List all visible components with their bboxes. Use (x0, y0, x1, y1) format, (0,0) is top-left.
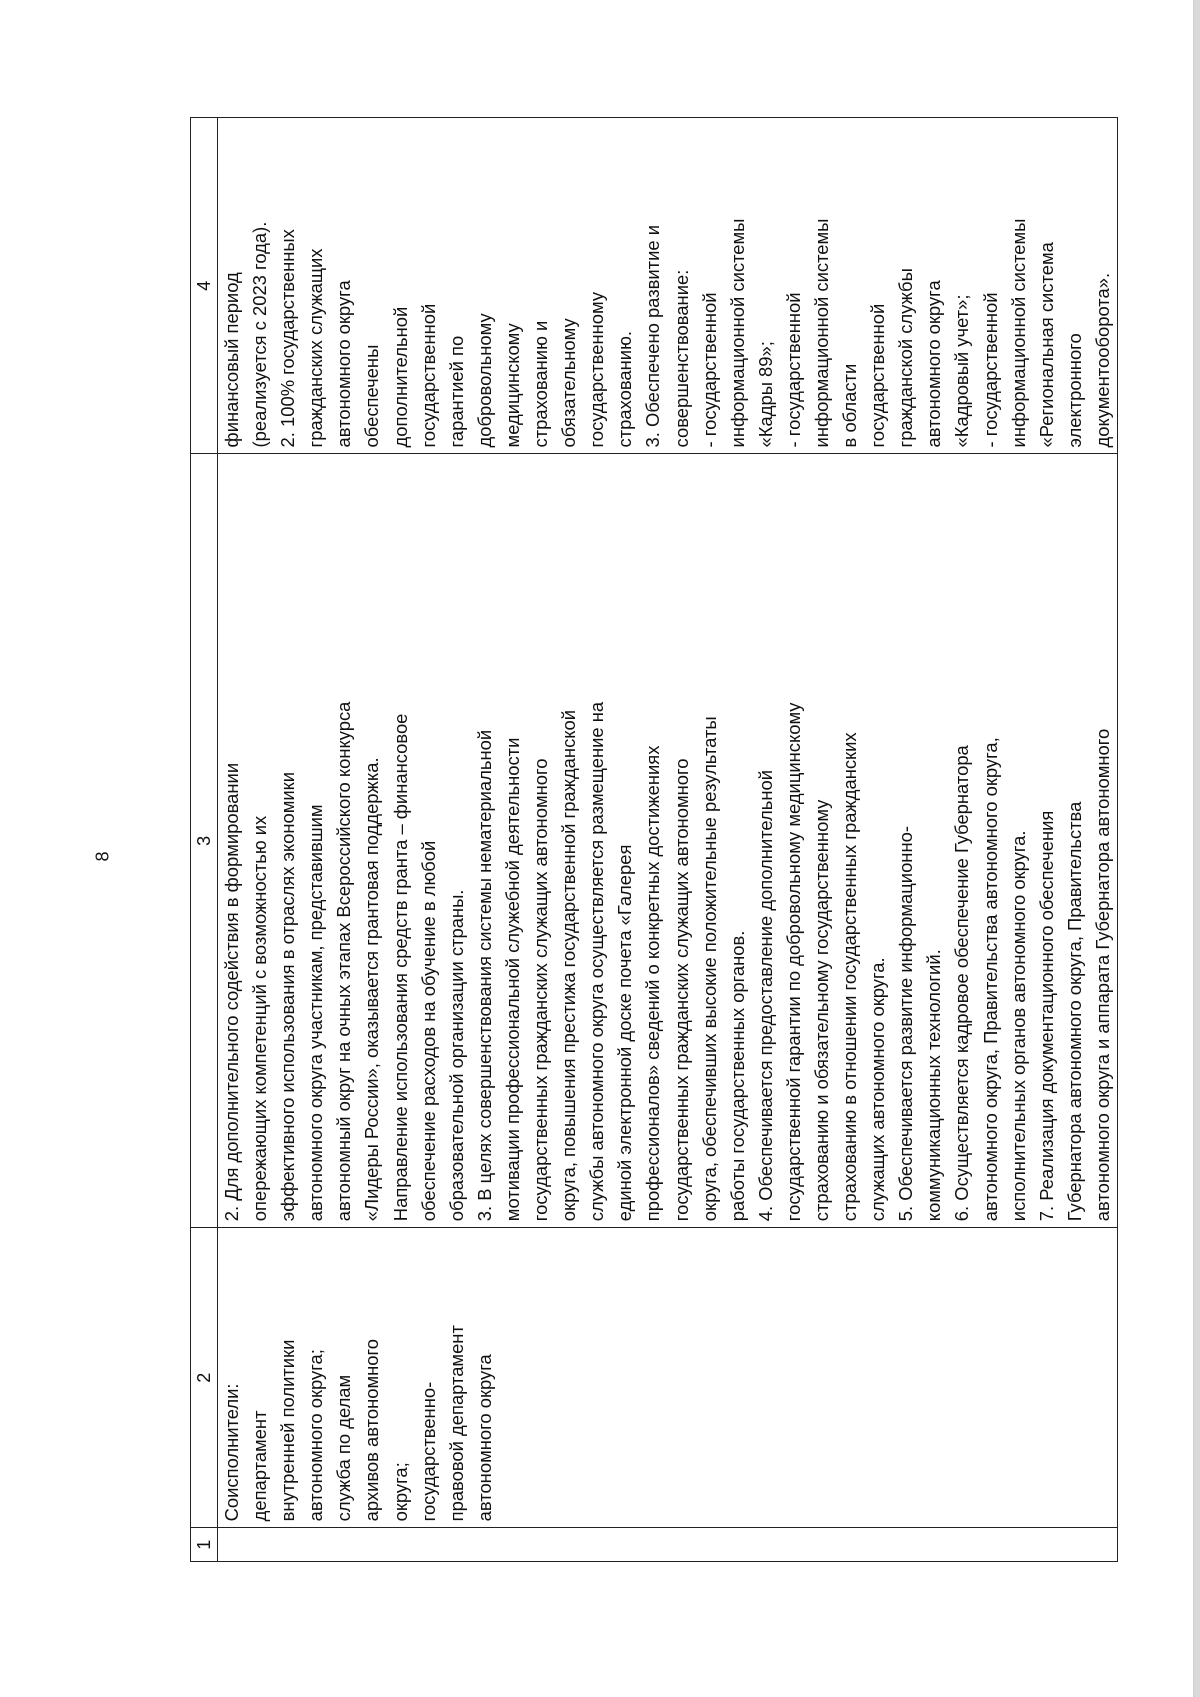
page-edge-shadow (1193, 0, 1200, 1697)
cell-results: финансовый период (реализуется с 2023 года). 2. 100% государственных гражданских служащих автономного округа обеспечены дополнительной государственной гарантией по добровольному медицинскому страхованию и обязательному государственному страхованию. 3. Обеспечено развитие и совершенствование: - государственной информационной системы «Кадры 89»; - государственной информационной системы в области государственной гражданской службы автономного округа «Кадровый учет»; - государственной информационной системы «Региональная система электронного документооборота». (218, 118, 1118, 454)
column-header-4: 4 (191, 118, 218, 454)
cell-co-executors: Соисполнители: департамент внутренней политики автономного округа; служба по делам архивов автономного округа; государственно- правовой департамент автономного округа (218, 1228, 1118, 1528)
page-number: 8 (92, 851, 113, 862)
column-header-1: 1 (191, 1528, 218, 1562)
cell-measures: 2. Для дополнительного содействия в формировании опережающих компетенций с возможностью их эффективного использования в отраслях экономики автономного округа участникам, представившим автономный округ на очных этапах Всероссийского конкурса «Лидеры России», оказывается грантовая поддержка. Направление использования средств гранта – финансовое обеспечение расходов на обучение в любой образовательной организации страны. 3. В целях совершенствования системы нематериальной мотивации профессиональной служебной деятельности государственных гражданских служащих автономного округа, повышения престижа государственной гражданской службы автономного округа осуществляется размещение на единой электронной доске почета «Галерея профессионалов» сведений о конкретных достижениях государственных гражданских служащих автономного округа, обеспечивших высокие положительные результаты работы государственных органов. 4. Обеспечивается предоставление дополнительной государственной гарантии по добровольному медицинскому страхованию и обязательному государственному страхованию в отношении государственных гражданских служащих автономного округа. 5. Обеспечивается развитие информационно- коммуникационных технологий. 6. Осуществляется кадровое обеспечение Губернатора автономного округа, Правительства автономного округа, исполнительных органов автономного округа. 7. Реализация документационного обеспечения Губернатора автономного округа, Правительства автономного округа и аппарата Губернатора автономного (218, 454, 1118, 1228)
program-table (190, 117, 1118, 1562)
column-header-2: 2 (191, 1228, 218, 1528)
rotated-table-wrapper (190, 117, 1113, 1562)
column-header-3: 3 (191, 454, 218, 1228)
table-row (218, 118, 1118, 1562)
cell-number (218, 1528, 1118, 1562)
table-header-row (191, 118, 218, 1562)
